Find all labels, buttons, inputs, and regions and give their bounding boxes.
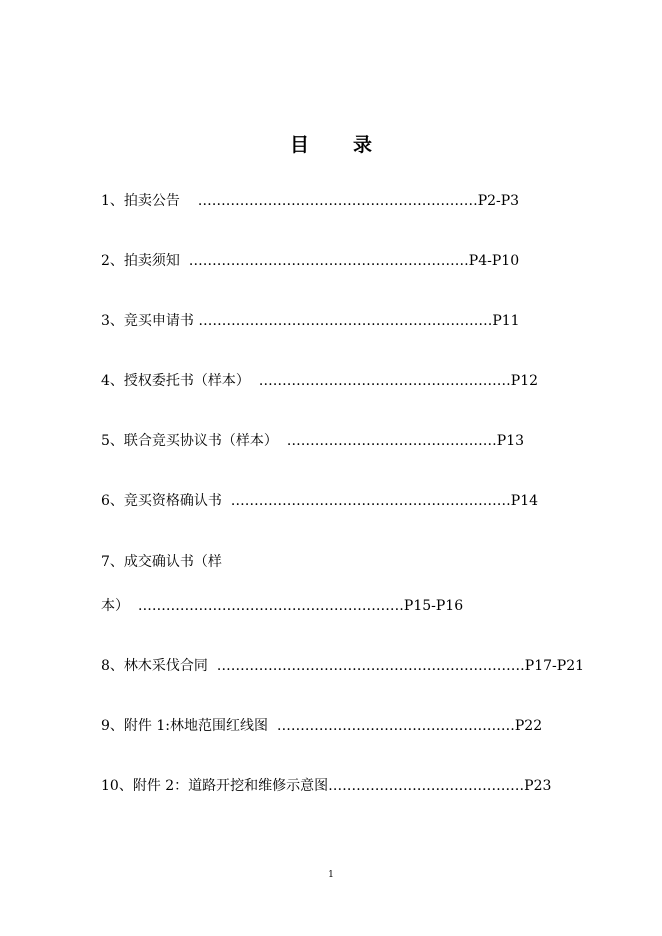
toc-item-7-line-2: 本） …………………………………………………P15-P16 — [101, 598, 464, 614]
toc-item-3: 3、竞买申请书 ………………………………………………………P11 — [101, 313, 520, 329]
title-char-2: 录 — [353, 134, 373, 156]
toc-item-6: 6、竞买资格确认书 ……………………………………………………P14 — [101, 493, 539, 509]
toc-item-2: 2、拍卖须知 ……………………………………………………P4-P10 — [101, 253, 520, 269]
toc-item-4: 4、授权委托书（样本） ………………………………………………P12 — [101, 373, 539, 389]
toc-item-9: 9、附件 1:林地范围红线图 ……………………………………………P22 — [101, 718, 543, 734]
page-number: 1 — [328, 870, 334, 880]
toc-item-7-line-1: 7、成交确认书（样 — [101, 554, 222, 570]
toc-item-8: 8、林木采伐合同 …………………………………………………………P17-P21 — [101, 658, 585, 674]
toc-item-10: 10、附件 2：道路开挖和维修示意图……………………………………P23 — [101, 778, 552, 794]
title-char-1: 目 — [289, 134, 309, 156]
toc-item-1: 1、拍卖公告 ……………………………………………………P2-P3 — [101, 193, 520, 209]
toc-item-5: 5、联合竞买协议书（样本） ………………………………………P13 — [101, 433, 525, 449]
page-title — [0, 130, 662, 157]
